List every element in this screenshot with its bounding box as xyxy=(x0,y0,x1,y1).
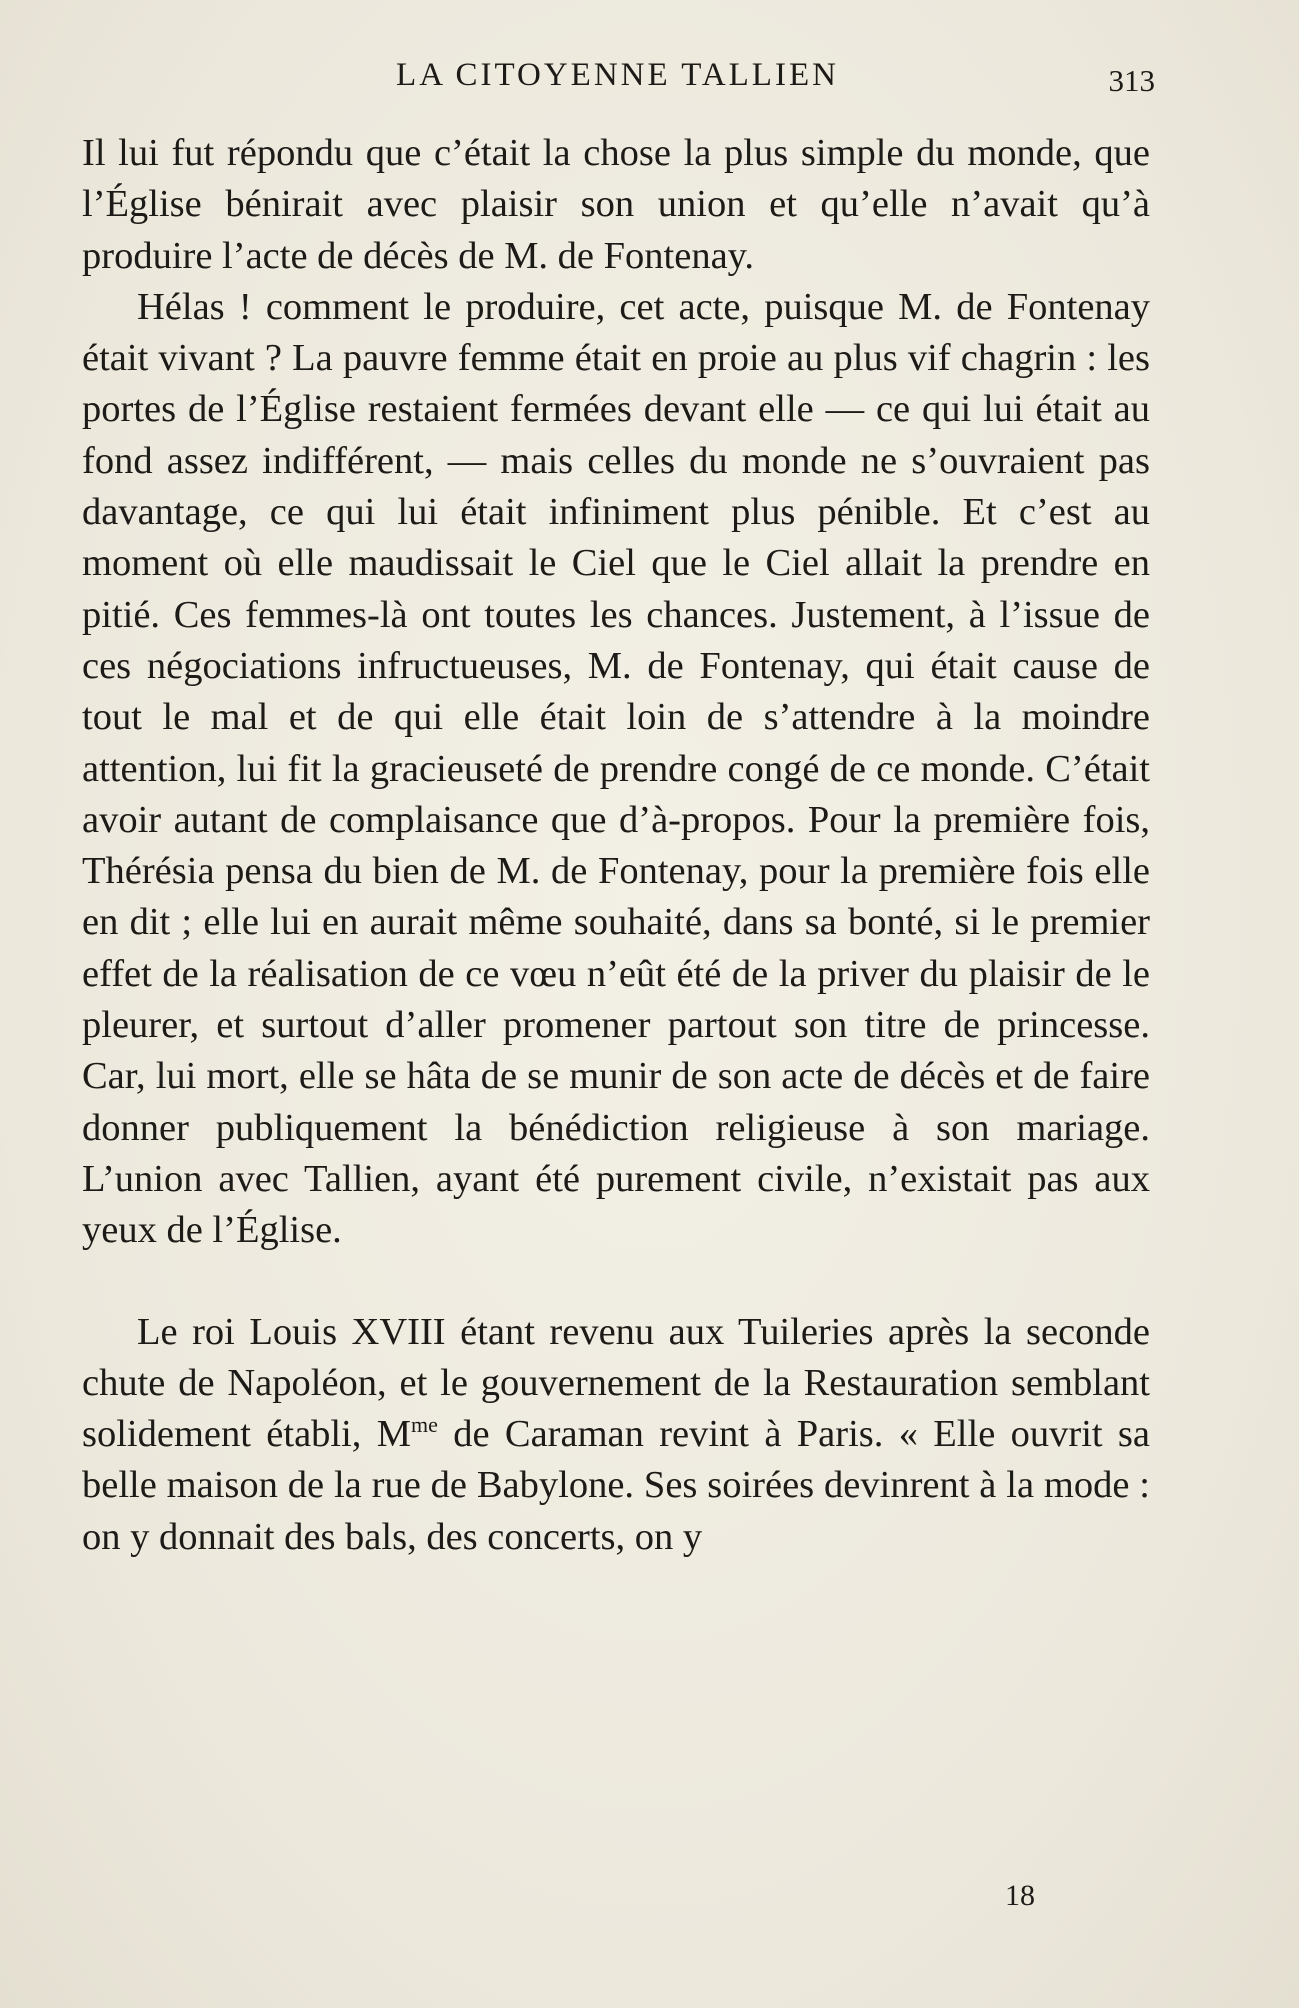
signature-mark: 18 xyxy=(1005,1879,1035,1912)
paragraph-helas: Hélas ! comment le produire, cet acte, puisque M. de Fontenay était vivant ? La pauvre femme était en proie au plus vif chagrin : les portes de l’Église restaient fermées devant elle — ce qui lui était au fond assez indifférent, — mais celles du monde ne s’ouvraient pas davantage, ce qui lui était infiniment plus pénible. Et c’est au moment où elle maudissait le Ciel que le Ciel allait la prendre en pitié. Ces femmes-là ont toutes les chances. Justement, à l’issue de ces négociations infructueuses, M. de Fontenay, qui était cause de tout le mal et de qui elle était loin de s’attendre à la moindre attention, lui fit la gracieuseté de prendre congé de ce monde. C’était avoir autant de complaisance que d’à-propos. Pour la première fois, Thérésia pensa du bien de M. de Fontenay, pour la première fois elle en dit ; elle lui en aurait même souhaité, dans sa bonté, si le premier effet de la réalisation de ce vœu n’eût été de la priver du plaisir de le pleurer, et surtout d’aller promener partout son titre de princesse. Car, lui mort, elle se hâta de se munir de son acte de décès et de faire donner publiquement la bénédiction religieuse à son mariage. L’union avec Tallien, ayant été purement civile, n’existait pas aux yeux de l’Église. xyxy=(82,285,1150,1252)
page-header xyxy=(80,52,1155,102)
paragraph-text-start: Le roi Louis XVIII étant revenu aux Tuileries après la seconde chute de Napoléon, et le gouvernement de la Restauration semblant solidement établi, M xyxy=(82,1310,1150,1456)
paragraph-continued: Il lui fut répondu que c’était la chose la plus simple du monde, que l’Église bénirait avec plaisir son union et qu’elle n’avait qu’à produire l’acte de décès de M. de Fontenay. xyxy=(82,132,1150,277)
superscript-me: me xyxy=(411,1412,438,1438)
paragraph-louis-xviii xyxy=(82,1307,1150,1563)
page-number: 313 xyxy=(1108,63,1155,98)
paragraph-text-end: de Caraman revint à Paris. « Elle ouvrit sa belle maison de la rue de Babylone. Ses soirées devinrent à la mode : on y donnait des bals, des concerts, on y xyxy=(82,1413,1150,1558)
running-title: LA CITOYENNE TALLIEN xyxy=(396,57,839,93)
body-text xyxy=(82,128,1150,1563)
